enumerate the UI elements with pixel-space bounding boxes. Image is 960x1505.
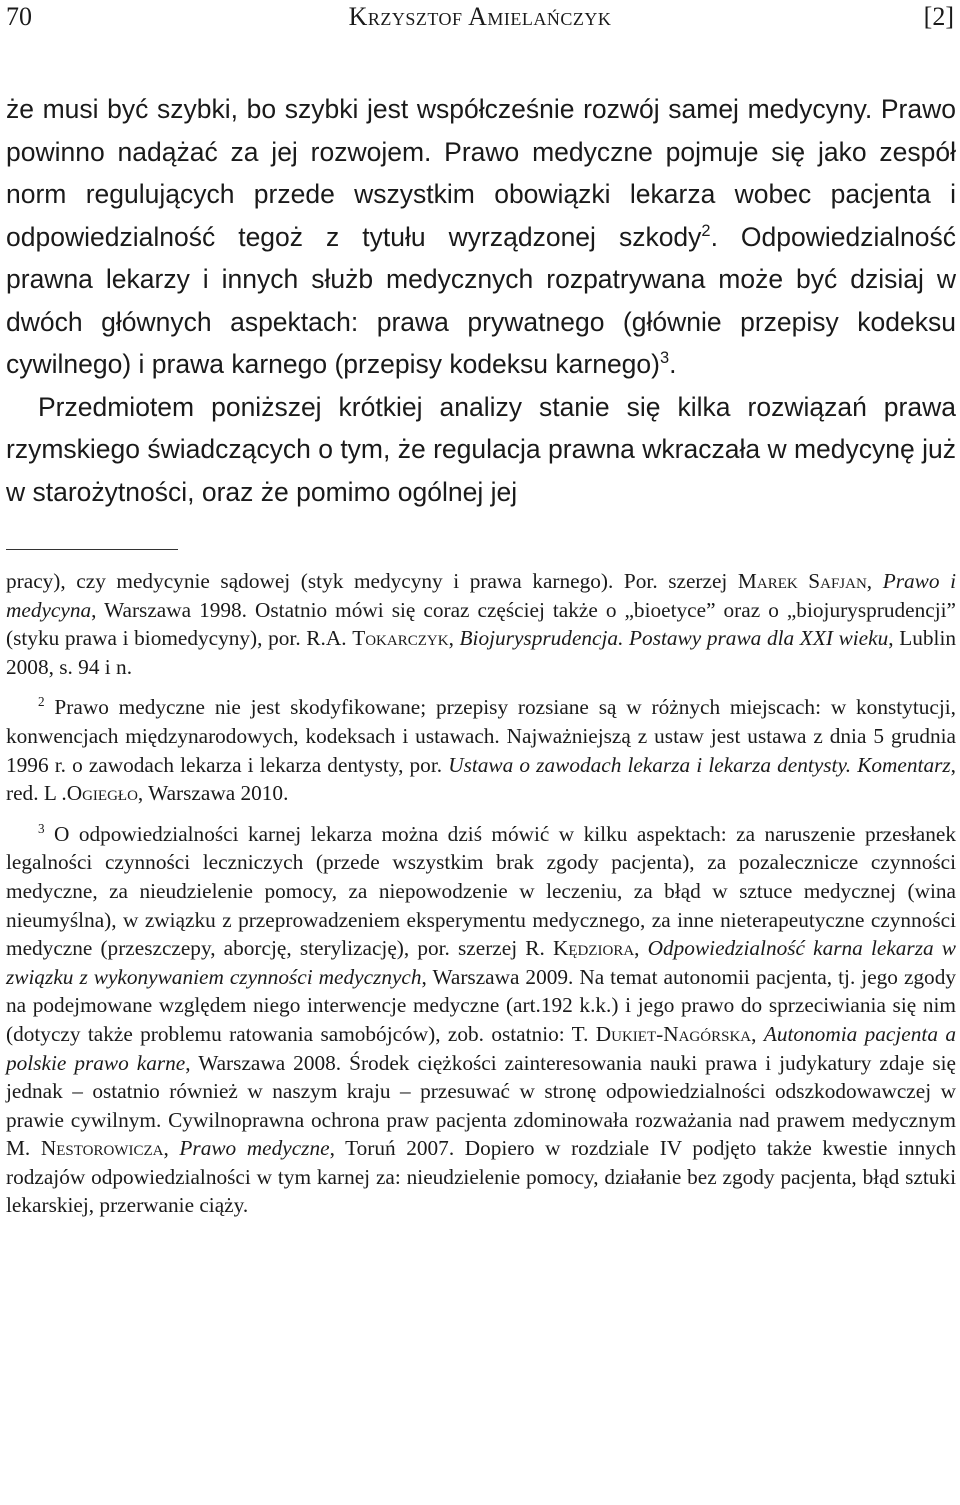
footnote-number: 2 xyxy=(38,694,45,710)
main-text xyxy=(6,88,956,513)
text-run: , xyxy=(163,1136,180,1161)
text-run: pracy), czy medycynie sądowej (styk medycyny i prawa karnego). Por. szerzej xyxy=(6,569,738,593)
author-name: Marek Safjan xyxy=(737,569,867,593)
text-run: , Warszawa 2008. Środek ciężkości zainteresowania nauki prawa i judykatury zdaje się jednak – ostatnio również w naszym kraju – przesuwać w stronę odpowiedzialności odszkodowawczej w prawie cywilnym. Cywilnoprawna ochrona praw pacjenta zdominowała rozważania nad prawem medycznym M. xyxy=(6,1050,956,1161)
text-run: . xyxy=(669,349,677,379)
book-title: Biojurysprudencja. Postawy prawa dla XXI wieku xyxy=(459,626,889,651)
main-paragraph-2: Przedmiotem poniższej krótkiej analizy stanie się kilka rozwiązań prawa rzymskiego świadczących o tym, że regulacja prawna wkraczała w medycynę już w starożytności, oraz że pomimo ogólnej jej xyxy=(6,391,956,507)
text-run: , xyxy=(866,569,883,593)
footnotes xyxy=(6,567,956,1220)
text-run: , Warszawa 1998. Ostatnio mówi się coraz częściej także o „bioetyce” oraz o „biojurysprudencji” (styku prawa i biomedycyny), por. R.A. xyxy=(6,597,956,651)
text-run: . Odpowiedzialność prawna lekarzy i innych służb medycznych rozpatrywana może być dzisiaj w dwóch głównych aspektach: prawa prywatnego (głównie przepisy kodeksu cywilnego) i prawa karnego (przepisy kodeksu karnego) xyxy=(6,221,957,379)
text-run: O odpowiedzialności karnej lekarza można dziś mówić w kilku aspektach: za naruszenie przesłanek legalności czynności leczniczych (przede wszystkim brak zgody pacjenta), za pozalecznicze czynności medyczne, za nieudzielenie pomocy, za niepowodzenie w leczeniu, za błąd w sztuce medycznej (wina nieumyślna), w związku z przeprowadzeniem eksperymentu medycznego, za inne nieterapeutyczne czynności medyczne (przeszczepy, aborcję, sterylizację), por. szerzej R. xyxy=(6,821,956,961)
book-title: Prawo i medycyna xyxy=(6,569,956,622)
section-number: [2] xyxy=(923,2,954,31)
text-run: Prawo medyczne nie jest skodyfikowane; przepisy rozsiane są w różnych miejscach: w konstytucji, konwencjach międzynarodowych, kodeksach i ustawach. Najważniejszą z ustaw jest ustawa z dnia 5 grudnia 1996 r. o zawodach lekarza i lekarza dentysty, por. xyxy=(6,695,956,777)
book-title: Prawo medyczne xyxy=(179,1136,330,1161)
page-number: 70 xyxy=(6,2,32,31)
text-run: , xyxy=(634,936,648,961)
text-run: że musi być szybki, bo szybki jest współcześnie rozwój samej medycyny. Prawo powinno nadążać za jej rozwojem. Prawo medyczne pojmuje się jako zespół norm regulujących przede wszystkim obowiązki lekarza wobec pacjenta i odpowiedzialność tegoż z tytułu wyrządzonej szkody xyxy=(6,94,956,252)
footnote-continuation xyxy=(6,567,956,681)
book-title: Ustawa o zawodach lekarza i lekarza dentysty. Komentarz xyxy=(448,752,951,777)
author-name: Ogiegło xyxy=(66,781,138,806)
text-run: , Warszawa 2009. Na temat autonomii pacjenta, tj. jego zgody na podejmowane względem niego interwencje medyczne (art.192 k.k.) i jego prawo do sprzeciwiania się nim (dotyczy także problemu ratowania samobójców), zob. ostatnio: T. xyxy=(6,964,956,1046)
author-name: Kędziora xyxy=(552,936,635,961)
text-run: , Lublin 2008, s. 94 i n. xyxy=(6,626,957,679)
text-run: , red. L . xyxy=(6,752,956,806)
footnote-2 xyxy=(6,693,956,807)
author-name: Nestorowicza xyxy=(40,1136,164,1161)
author-name: Tokarczyk xyxy=(352,626,449,651)
book-title: Autonomia pacjenta a polskie prawo karne xyxy=(6,1021,956,1075)
page-header xyxy=(6,0,954,34)
footnote-ref-2: 2 xyxy=(701,221,711,240)
text-run: , Warszawa 2010. xyxy=(137,781,289,806)
text-run: , Toruń 2007. Dopiero w rozdziale IV podjęto także kwestie innych rodzajów odpowiedzialności w tym karnej za: nieudzielenie pomocy, działanie bez zgody pacjenta, błąd sztuki lekarskiej, przerwanie ciąży. xyxy=(6,1136,956,1218)
main-paragraph-1 xyxy=(6,88,956,386)
footnote-ref-3: 3 xyxy=(660,349,670,368)
footnote-separator xyxy=(6,549,178,550)
running-head-author: Krzysztof Amielańczyk xyxy=(348,2,612,31)
footnote-3 xyxy=(6,820,956,1220)
text-run: , xyxy=(448,626,460,651)
author-name: Dukiet-Nagórska xyxy=(595,1021,752,1046)
footnote-number: 3 xyxy=(38,820,45,836)
book-title: Odpowiedzialność karna lekarza w związku z wykonywaniem czynności medycznych xyxy=(6,936,956,989)
text-run: , xyxy=(751,1021,764,1046)
